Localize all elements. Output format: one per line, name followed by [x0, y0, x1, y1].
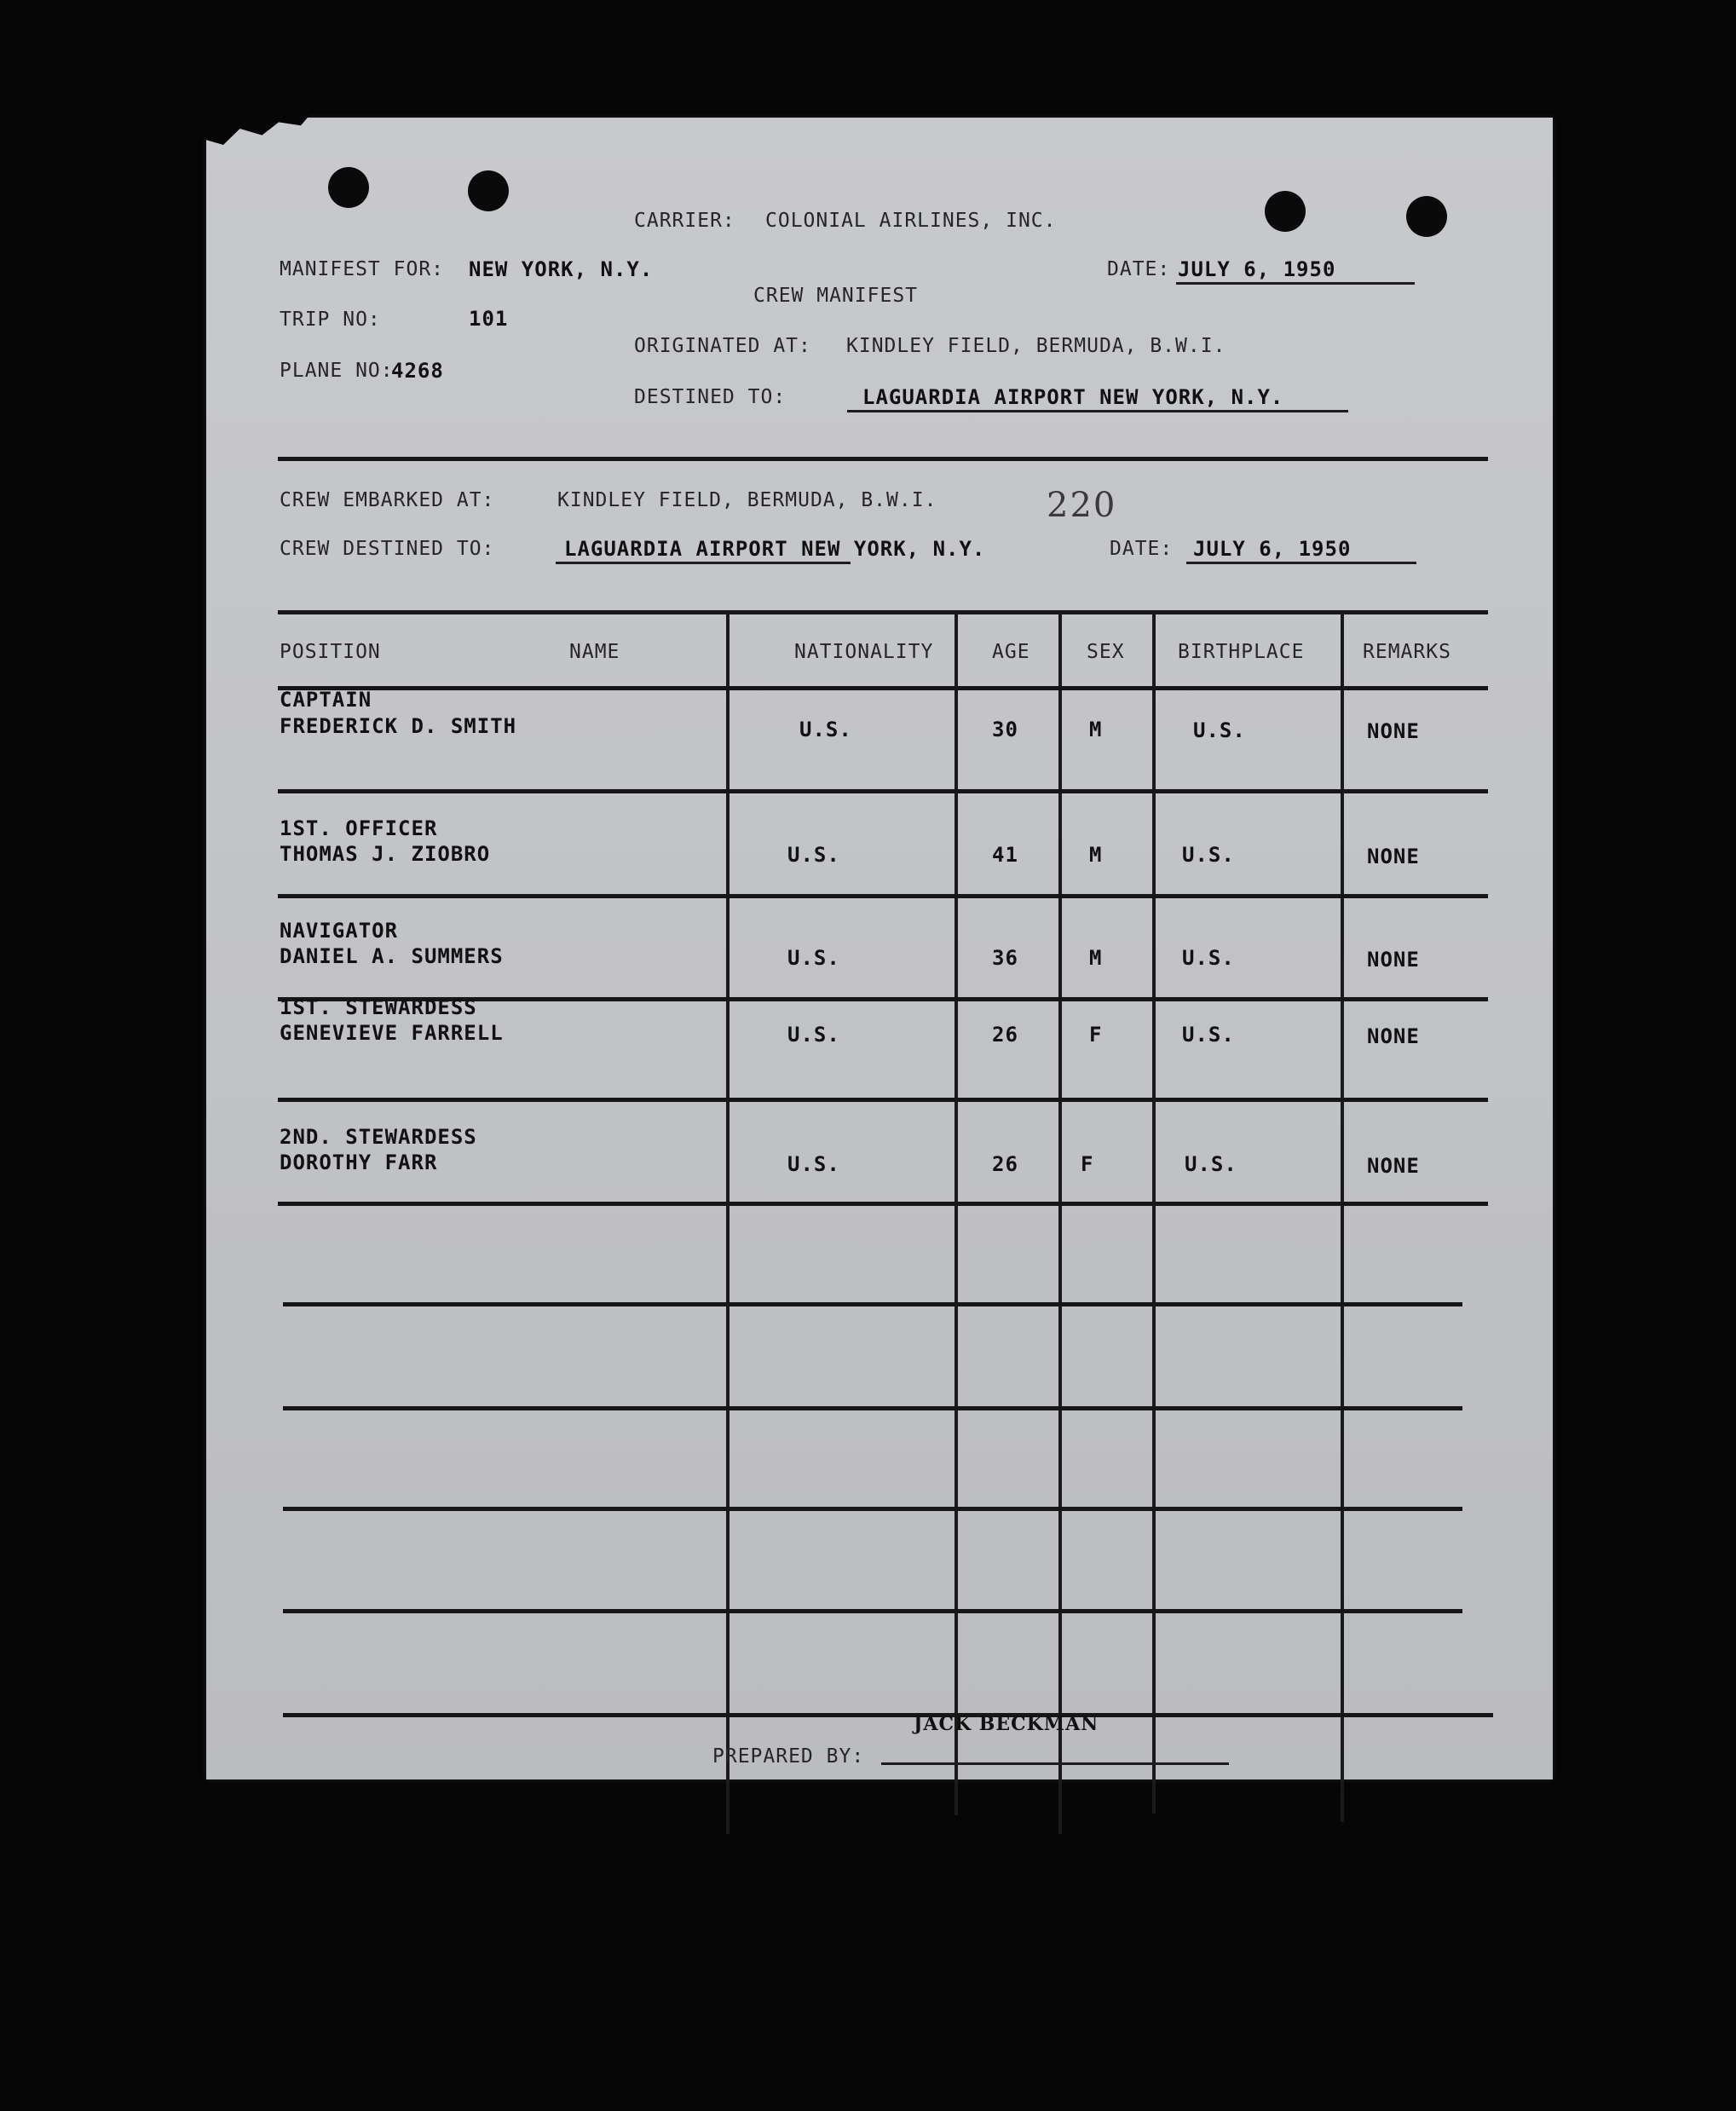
row-position: NAVIGATOR	[280, 919, 399, 943]
row-rule	[278, 789, 1488, 793]
crew-embarked-label: CREW EMBARKED AT:	[280, 489, 495, 511]
row-name: THOMAS J. ZIOBRO	[280, 842, 491, 866]
header-bottom-rule	[278, 686, 1488, 690]
manifest-for-label: MANIFEST FOR:	[280, 258, 445, 280]
row-name: DANIEL A. SUMMERS	[280, 944, 504, 968]
empty-row-rule	[283, 1609, 1462, 1613]
crew-date-underline	[1186, 562, 1416, 564]
header-position: POSITION	[280, 641, 381, 663]
header-sex: SEX	[1087, 641, 1125, 663]
punch-hole	[328, 167, 369, 208]
row-sex: M	[1089, 946, 1103, 970]
row-name: GENEVIEVE FARRELL	[280, 1021, 504, 1045]
carrier-label: CARRIER:	[634, 210, 735, 232]
row-remarks: NONE	[1367, 948, 1420, 972]
punch-hole	[1406, 196, 1447, 237]
row-name: DOROTHY FARR	[280, 1151, 438, 1174]
date-label: DATE:	[1107, 258, 1171, 280]
crew-date-value: JULY 6, 1950	[1193, 537, 1352, 561]
col-divider-name-nationality	[726, 614, 730, 1834]
row-rule	[278, 1098, 1488, 1102]
empty-row-rule	[283, 1302, 1462, 1306]
col-divider-age-sex	[1058, 614, 1062, 1834]
header-name: NAME	[569, 641, 620, 663]
row-birthplace: U.S.	[1185, 1152, 1237, 1176]
table-bottom-rule	[283, 1713, 1493, 1717]
signer-name: JACK BECKMAN	[914, 1713, 1099, 1735]
prepared-by-underline	[881, 1762, 1229, 1765]
row-birthplace: U.S.	[1182, 843, 1235, 867]
originated-value: KINDLEY FIELD, BERMUDA, B.W.I.	[846, 335, 1226, 357]
crew-destined-underline	[556, 562, 851, 564]
row-nationality: U.S.	[787, 843, 840, 867]
header-birthplace: BIRTHPLACE	[1178, 641, 1305, 663]
row-position: 1ST. OFFICER	[280, 816, 438, 840]
row-sex: F	[1089, 1023, 1103, 1047]
table-top-rule	[278, 610, 1488, 614]
row-birthplace: U.S.	[1182, 946, 1235, 970]
row-position: 1ST. STEWARDESS	[280, 995, 477, 1019]
header-remarks: REMARKS	[1363, 641, 1451, 663]
row-sex: M	[1089, 843, 1103, 867]
row-nationality: U.S.	[787, 946, 840, 970]
row-remarks: NONE	[1367, 845, 1420, 868]
plane-no-value: 4268	[391, 359, 444, 383]
row-nationality: U.S.	[787, 1023, 840, 1047]
header-age: AGE	[992, 641, 1030, 663]
row-birthplace: U.S.	[1182, 1023, 1235, 1047]
row-position: 2ND. STEWARDESS	[280, 1125, 477, 1149]
torn-corner	[201, 112, 312, 145]
row-nationality: U.S.	[787, 1152, 840, 1176]
manifest-for-value: NEW YORK, N.Y.	[469, 257, 654, 281]
date-value: JULY 6, 1950	[1178, 257, 1336, 281]
crew-date-label: DATE:	[1110, 538, 1174, 560]
row-remarks: NONE	[1367, 719, 1420, 743]
empty-row-rule	[283, 1507, 1462, 1511]
form-title: CREW MANIFEST	[753, 285, 919, 307]
row-rule	[278, 1202, 1488, 1206]
row-age: 30	[992, 718, 1018, 741]
destined-label: DESTINED TO:	[634, 386, 787, 408]
prepared-by-label: PREPARED BY:	[712, 1745, 865, 1768]
row-birthplace: U.S.	[1193, 718, 1246, 742]
empty-row-rule	[283, 1406, 1462, 1410]
row-position: CAPTAIN	[280, 688, 372, 712]
row-age: 26	[992, 1023, 1018, 1047]
header-nationality: NATIONALITY	[794, 641, 934, 663]
row-remarks: NONE	[1367, 1024, 1420, 1048]
col-divider-nationality-age	[955, 614, 958, 1815]
trip-no-label: TRIP NO:	[280, 309, 381, 331]
trip-no-value: 101	[469, 307, 509, 331]
plane-no-label: PLANE NO:	[280, 360, 394, 382]
row-name: FREDERICK D. SMITH	[280, 714, 517, 738]
destined-value: LAGUARDIA AIRPORT NEW YORK, N.Y.	[862, 385, 1284, 409]
row-nationality: U.S.	[799, 718, 852, 741]
row-remarks: NONE	[1367, 1154, 1420, 1178]
row-age: 41	[992, 843, 1018, 867]
row-rule	[278, 894, 1488, 898]
handwritten-number: 220	[1047, 486, 1117, 525]
col-divider-sex-birthplace	[1152, 614, 1156, 1814]
row-age: 36	[992, 946, 1018, 970]
punch-hole	[1265, 191, 1306, 232]
punch-hole	[468, 170, 509, 211]
crew-embarked-value: KINDLEY FIELD, BERMUDA, B.W.I.	[557, 489, 937, 511]
row-age: 26	[992, 1152, 1018, 1176]
crew-destined-label: CREW DESTINED TO:	[280, 538, 495, 560]
originated-label: ORIGINATED AT:	[634, 335, 811, 357]
col-divider-birthplace-remarks	[1341, 614, 1344, 1822]
date-underline	[1176, 282, 1415, 285]
carrier-value: COLONIAL AIRLINES, INC.	[765, 210, 1057, 232]
crew-destined-value: LAGUARDIA AIRPORT NEW YORK, N.Y.	[564, 537, 986, 561]
destined-underline	[847, 410, 1348, 412]
row-sex: F	[1081, 1152, 1094, 1176]
header-divider	[278, 457, 1488, 461]
manifest-sheet	[206, 118, 1553, 1779]
row-sex: M	[1089, 718, 1103, 741]
